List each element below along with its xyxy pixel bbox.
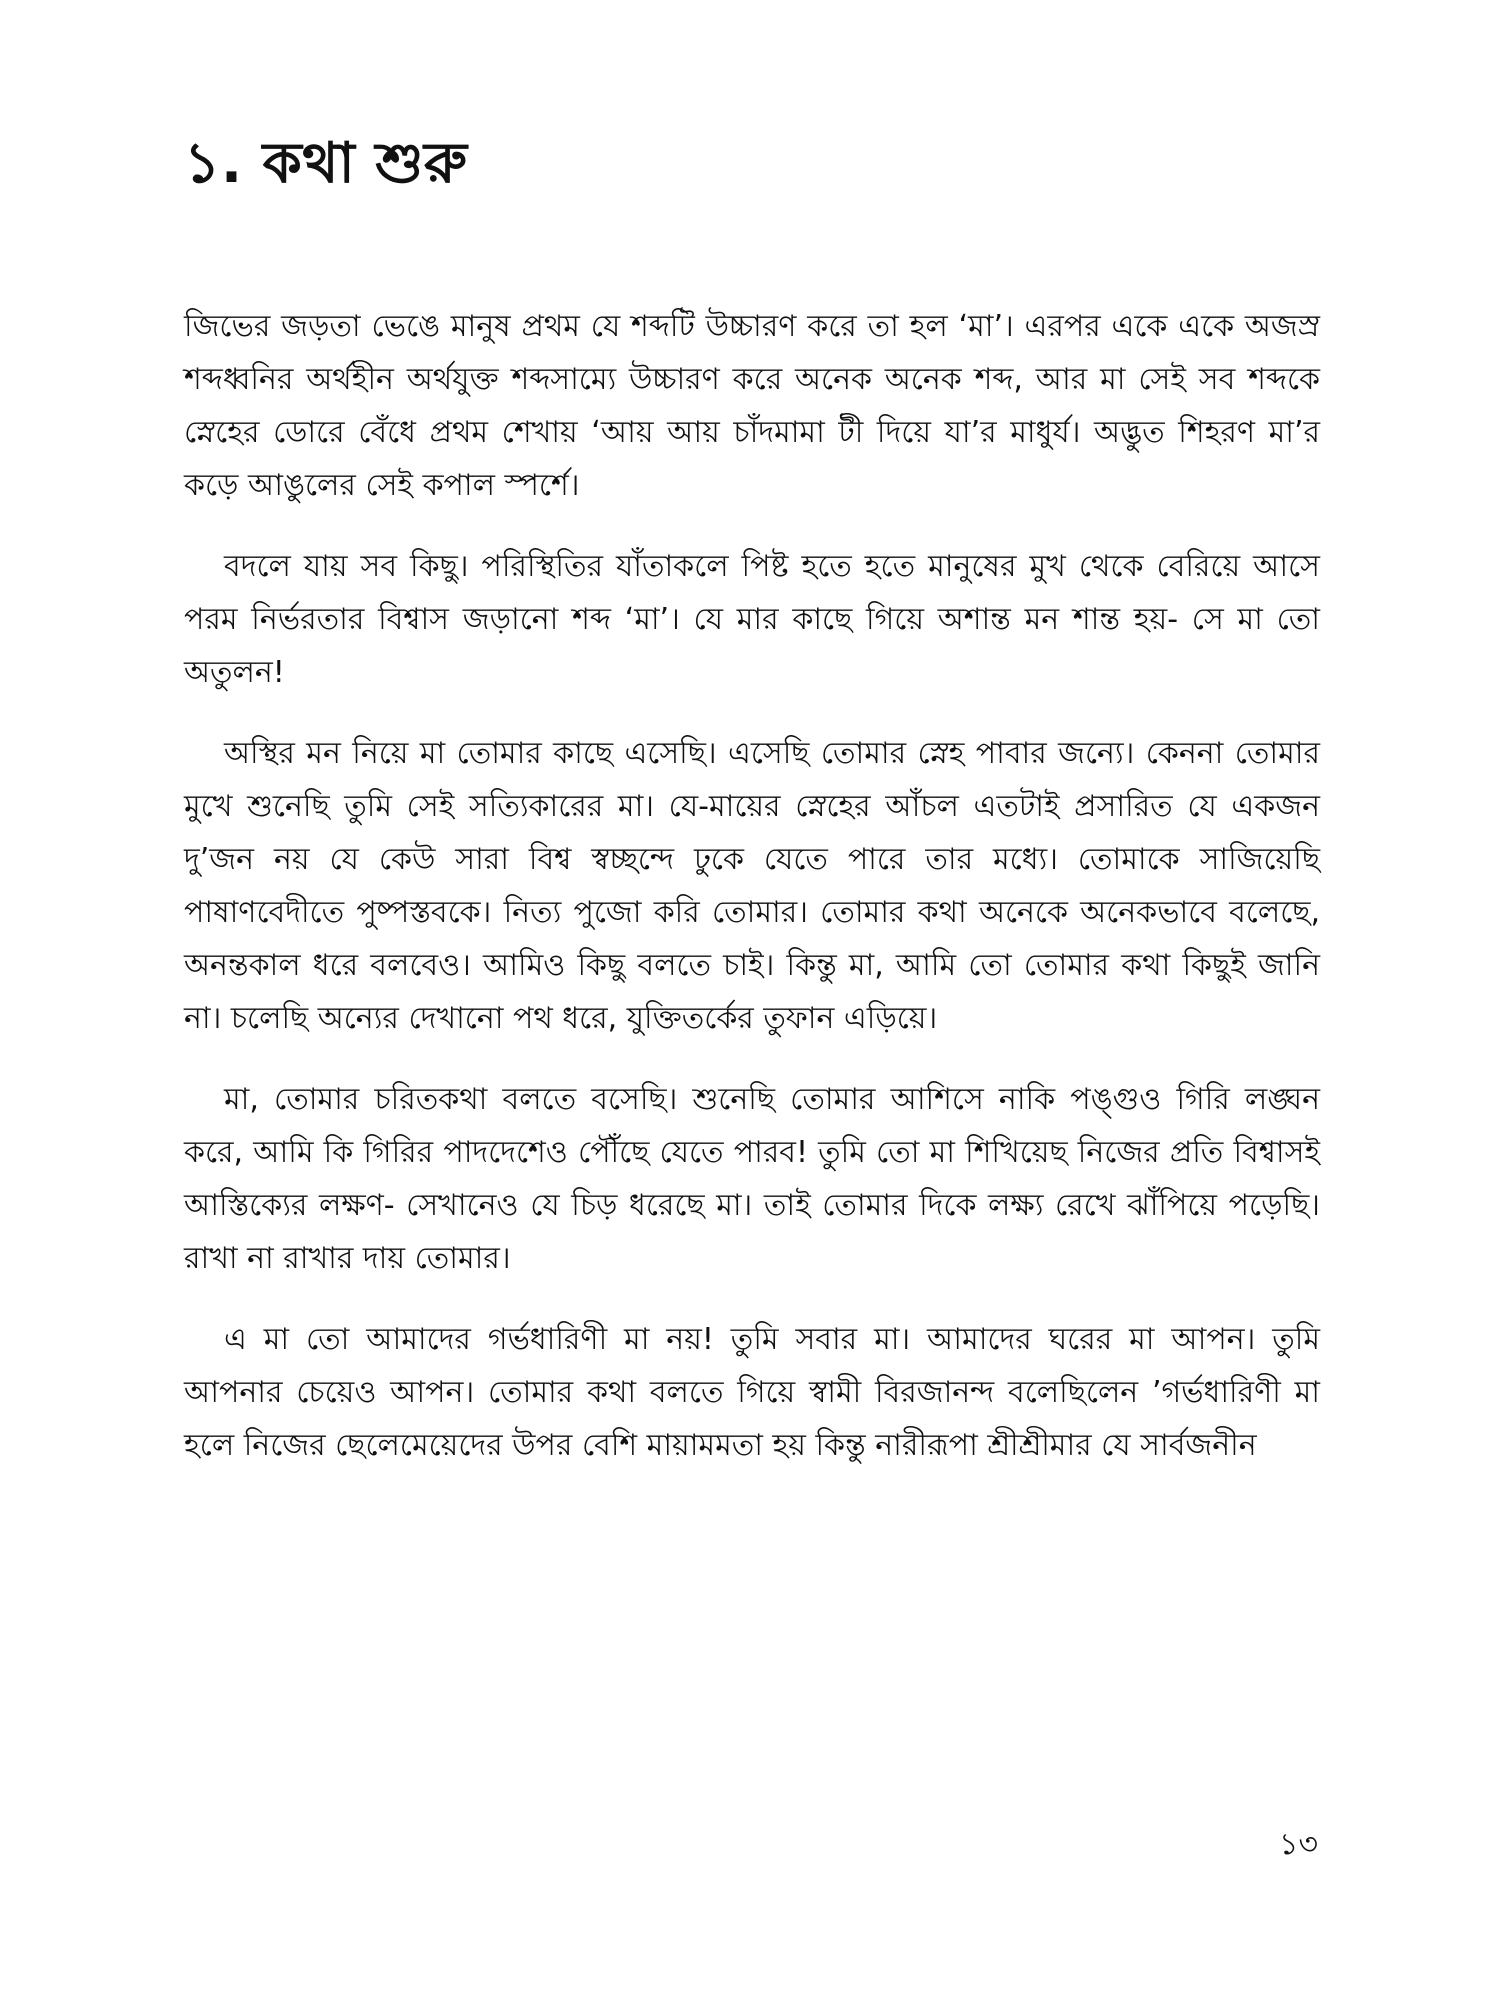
page-number: ১৩	[1279, 1827, 1318, 1862]
chapter-title: ১. কথা শুরু	[184, 131, 468, 196]
paragraph: অস্থির মন নিয়ে মা তোমার কাছে এসেছি। এসেছি তোমার স্নেহ পাবার জন্যে। কেননা তোমার মুখে শুনেছি তুমি সেই সত্যিকারের মা। যে-মায়ের স্নেহের আঁচল এতটাই প্রসারিত যে একজন দু’জন নয় যে কেউ সারা বিশ্ব স্বচ্ছন্দে ঢুকে যেতে পারে তার মধ্যে। তোমাকে সাজিয়েছি পাষাণবেদীতে পুষ্পস্তবকে। নিত্য পুজো করি তোমার। তোমার কথা অনেকে অনেকভাবে বলেছে, অনন্তকাল ধরে বলবেও। আমিও কিছু বলতে চাই। কিন্তু মা, আমি তো তোমার কথা কিছুই জানি না। চলেছি অন্যের দেখানো পথ ধরে, যুক্তিতর্কের তুফান এড়িয়ে।	[184, 736, 1320, 1036]
paragraph: বদলে যায় সব কিছু। পরিস্থিতির যাঁতাকলে পিষ্ট হতে হতে মানুষের মুখ থেকে বেরিয়ে আসে পরম নির্ভরতার বিশ্বাস জড়ানো শব্দ ‘মা’। যে মার কাছে গিয়ে অশান্ত মন শান্ত হয়- সে মা তো অতুলন!	[184, 549, 1320, 690]
paragraph: এ মা তো আমাদের গর্ভধারিণী মা নয়! তুমি সবার মা। আমাদের ঘরের মা আপন। তুমি আপনার চেয়েও আপন। তোমার কথা বলতে গিয়ে স্বামী বিরজানন্দ বলেছিলেন ’গর্ভধারিণী মা হলে নিজের ছেলেমেয়েদের উপর বেশি মায়ামমতা হয় কিন্তু নারীরূপা শ্রীশ্রীমার যে সার্বজনীন	[184, 1322, 1320, 1463]
paragraph: জিভের জড়তা ভেঙে মানুষ প্রথম যে শব্দটি উচ্চারণ করে তা হল ‘মা’। এরপর একে একে অজস্র শব্দধ্বনির অর্থহীন অর্থযুক্ত শব্দসাম্যে উচ্চারণ করে অনেক অনেক শব্দ, আর মা সেই সব শব্দকে স্নেহের ডোরে বেঁধে প্রথম শেখায় ‘আয় আয় চাঁদমামা টী দিয়ে যা’র মাধুর্য। অদ্ভুত শিহরণ মা’র কড়ে আঙুলের সেই কপাল স্পর্শে।	[184, 309, 1320, 503]
body-text	[184, 300, 1320, 1500]
paragraph: মা, তোমার চরিতকথা বলতে বসেছি। শুনেছি তোমার আশিসে নাকি পঙ্গুও গিরি লঙ্ঘন করে, আমি কি গিরির পাদদেশেও পৌঁছে যেতে পারব! তুমি তো মা শিখিয়েছ নিজের প্রতি বিশ্বাসই আস্তিক্যের লক্ষণ- সেখানেও যে চিড় ধরেছে মা। তাই তোমার দিকে লক্ষ্য রেখে ঝাঁপিয়ে পড়েছি। রাখা না রাখার দায় তোমার।	[184, 1082, 1320, 1276]
